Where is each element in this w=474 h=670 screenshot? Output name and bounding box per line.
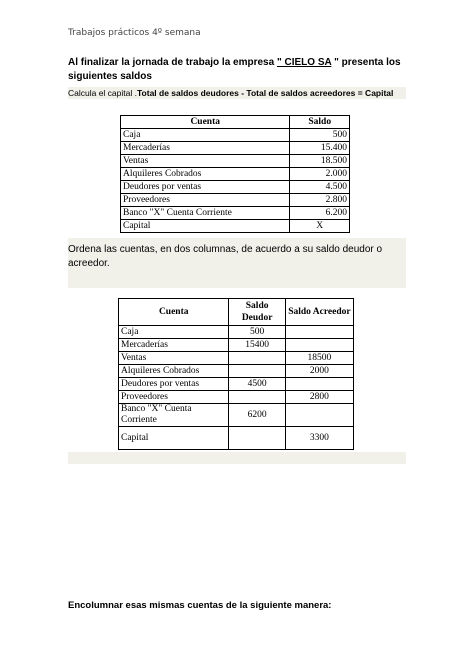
account-balance: 6.200 (290, 207, 350, 220)
credit-balance: 2000 (285, 365, 353, 378)
intro-before: Al finalizar la jornada de trabajo la empresa (68, 57, 277, 68)
credit-balance (285, 326, 353, 339)
accounts-table-header-row (121, 116, 350, 129)
table-row (121, 129, 350, 142)
debit-balance (229, 391, 285, 404)
footer-instruction: Encolumnar esas mismas cuentas de la siguiente manera: (68, 600, 332, 611)
table-row (119, 404, 354, 427)
empty-band (68, 452, 406, 464)
credit-balance: 2800 (285, 391, 353, 404)
account-name: Deudores por ventas (121, 181, 290, 194)
table-row (121, 155, 350, 168)
table-row (121, 207, 350, 220)
debit-balance (229, 427, 285, 450)
debit-balance: 500 (229, 326, 285, 339)
ordena-band (68, 238, 406, 288)
instruction-lead: Calcula el capital . (68, 88, 137, 98)
table-row (119, 326, 354, 339)
column-header-cuenta: Cuenta (121, 116, 290, 129)
debit-balance (229, 352, 285, 365)
account-name: Banco "X" Cuenta Corriente (121, 207, 290, 220)
debit-balance: 6200 (229, 404, 285, 427)
account-balance: 2.000 (290, 168, 350, 181)
column-header-cuenta: Cuenta (119, 299, 229, 326)
credit-balance (285, 404, 353, 427)
account-name: Capital (119, 427, 229, 450)
account-name: Caja (119, 326, 229, 339)
account-balance: 15.400 (290, 142, 350, 155)
table-row (119, 427, 354, 450)
column-header-saldo: Saldo (290, 116, 350, 129)
credit-balance: 3300 (285, 427, 353, 450)
debit-balance (229, 365, 285, 378)
account-name: Alquileres Cobrados (121, 168, 290, 181)
account-balance: X (290, 220, 350, 233)
column-header-saldo-deudor: Saldo Deudor (229, 299, 285, 326)
ordena-text: Ordena las cuentas, en dos columnas, de acuerdo a su saldo deudor o acreedor. (68, 244, 383, 269)
account-name: Banco "X" Cuenta Corriente (119, 404, 229, 427)
account-name: Ventas (119, 352, 229, 365)
intro-after: " presenta los siguientes saldos (68, 57, 401, 82)
accounts-table (120, 115, 350, 233)
table-row (119, 339, 354, 352)
credit-balance: 18500 (285, 352, 353, 365)
account-name: Mercaderías (119, 339, 229, 352)
debit-balance: 4500 (229, 378, 285, 391)
credit-balance (285, 378, 353, 391)
credit-balance (285, 339, 353, 352)
account-name: Mercaderías (121, 142, 290, 155)
table-row (121, 142, 350, 155)
account-name: Capital (121, 220, 290, 233)
instruction-band (68, 87, 406, 99)
table-row (121, 168, 350, 181)
debit-balance: 15400 (229, 339, 285, 352)
table-row (121, 181, 350, 194)
account-name: Ventas (121, 155, 290, 168)
account-name: Deudores por ventas (119, 378, 229, 391)
account-balance: 2.800 (290, 194, 350, 207)
table-row (119, 391, 354, 404)
table-row (119, 365, 354, 378)
account-balance: 4.500 (290, 181, 350, 194)
account-name: Proveedores (121, 194, 290, 207)
account-name: Alquileres Cobrados (119, 365, 229, 378)
column-header-saldo-acreedor: Saldo Acreedor (285, 299, 353, 326)
company-name: " CIELO SA (276, 57, 332, 68)
account-name: Proveedores (119, 391, 229, 404)
sorted-table-header-row (119, 299, 354, 326)
account-balance: 500 (290, 129, 350, 142)
account-balance: 18.500 (290, 155, 350, 168)
table-row (121, 194, 350, 207)
account-name: Caja (121, 129, 290, 142)
table-row (119, 352, 354, 365)
intro-paragraph (68, 56, 408, 84)
table-row (121, 220, 350, 233)
sorted-accounts-table (118, 298, 354, 450)
table-row (119, 378, 354, 391)
page-header: Trabajos prácticos 4º semana (68, 28, 201, 38)
instruction-formula: Total de saldos deudores - Total de saldos acreedores = Capital (136, 88, 394, 98)
